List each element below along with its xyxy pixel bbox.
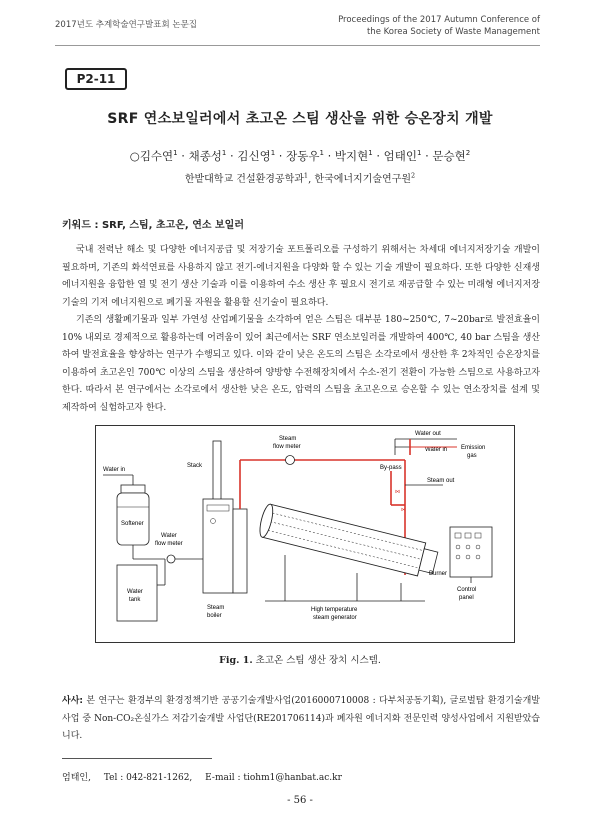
presenter-mark: ○ xyxy=(129,149,140,163)
figure-caption-label: Fig. 1. xyxy=(219,655,253,666)
label-control-panel-1: Control xyxy=(457,587,477,593)
footnote-email: E-mail : tiohm1@hanbat.ac.kr xyxy=(205,773,342,783)
label-generator-2: steam generator xyxy=(313,615,357,621)
label-water-in-left: Water in xyxy=(103,467,126,473)
label-stack: Stack xyxy=(187,463,203,469)
acknowledgement xyxy=(62,693,540,746)
valve-mark-2: ⋈ xyxy=(401,507,406,513)
keywords: 키워드 : SRF, 스팀, 초고온, 연소 보일러 xyxy=(62,220,244,231)
acknowledgement-text: 본 연구는 환경부의 환경정책기반 공공기술개발사업(2016000710008 : 다부처공동기획), 글로벌탑 환경기술개발사업 중 Non-CO₂온실가스 저감기술개발 사업단(RE201706114)과 폐자원 에너지화 전문인력 양성사업에서 지원받았습니다. xyxy=(62,696,540,741)
author: 엄태인 xyxy=(383,149,417,163)
softener-tank xyxy=(117,493,149,545)
label-steam-out: Steam out xyxy=(427,478,455,484)
author-sup: 1 xyxy=(416,149,422,158)
label-burner: Burner xyxy=(429,571,448,577)
label-water-in-right: Water in xyxy=(425,447,448,453)
page-number: - 56 - xyxy=(287,795,313,806)
label-control-panel-2: panel xyxy=(459,595,474,601)
author: 김신영 xyxy=(237,149,271,163)
header-left: 2017년도 추계학술연구발표회 논문집 xyxy=(55,20,197,30)
paragraph-1: 국내 전력난 해소 및 다양한 에너지공급 및 저장기술 포트폴리오를 구성하기 위해서는 차세대 에너지저장기술 개발이 필요하며, 기존의 화석연료를 사용하지 않고 전기-에너지원을 다양화 할 수 있는 기술 개발이 필요하다. 또한 다양한 신재생에너지원을 융합한 열 및 전기 생산 기술과 이를 이용하여 수소 생산 후 필요시 전기로 재공급할 수 있는 미래형 에너지저장 기술의 기저 에너지원으로 폐기물 자원을 활용할 신기술이 필요하다. xyxy=(62,245,540,308)
acknowledgement-label: 사사: xyxy=(62,696,83,706)
label-water-tank-2: tank xyxy=(129,597,141,603)
affiliation xyxy=(0,170,600,185)
footnote xyxy=(62,770,352,783)
label-steam-flow-meter-2: flow meter xyxy=(273,444,301,450)
author-sup: 1 xyxy=(368,149,373,158)
author: 채종성 xyxy=(188,149,222,163)
paragraph-2: 기존의 생활폐기물과 일부 가연성 산업폐기물을 소각하여 얻은 스팀은 대부분 180~250℃, 7~20bar로 발전효율이 10% 내외로 경제적으로 활용하는데 어려움이 있어 최근에서는 SRF 연소보일러를 개발하여 400℃, 40 bar 스팀을 생산하여 발전효율을 향상하는 연구가 수행되고 있다. 이와 같이 낮은 온도의 스팀은 소각로에서 생산한 후 2차적인 승온장치를 이용하여 초고온인 700℃ 이상의 스팀을 생산하여 양방향 수전해장치에서 수소-전기 전환이 가능한 스팀으로 사용하고자 한다. 따라서 본 연구에서는 소각로에서 생산한 낮은 온도, 압력의 스팀을 초고온으로 승온할 수 있는 연소장치를 설계 및 제작하여 실험하고자 한다. xyxy=(62,315,540,413)
steam-boiler-side xyxy=(233,509,247,593)
footnote-name: 엄태인, xyxy=(62,773,91,783)
author-sup: 2 xyxy=(465,149,471,158)
affiliation-2-sup: 2 xyxy=(411,171,416,180)
softener-cap xyxy=(121,485,145,493)
body-text xyxy=(62,242,540,417)
author-sup: 1 xyxy=(221,149,227,158)
label-water-flow-meter-2: flow meter xyxy=(155,541,183,547)
header-right-line2: the Korea Society of Waste Management xyxy=(366,27,540,37)
author-sup: 1 xyxy=(173,149,178,158)
label-emission-gas-2: gas xyxy=(467,453,477,459)
label-softener: Softener xyxy=(121,521,144,527)
label-emission-gas-1: Emission xyxy=(461,445,486,451)
footnote-rule xyxy=(62,758,212,759)
label-steam-boiler-2: boiler xyxy=(207,613,222,619)
author: 문승현 xyxy=(432,149,466,163)
author-sup: 1 xyxy=(319,149,324,158)
author: 김수연 xyxy=(139,149,174,163)
paper-code: P2-11 xyxy=(65,68,127,90)
stack xyxy=(213,441,221,501)
affiliation-1: 한밭대학교 건설환경공학과 xyxy=(184,174,304,185)
paper-title: SRF 연소보일러에서 초고온 스팀 생산을 위한 승온장치 개발 xyxy=(107,111,493,127)
label-water-out: Water out xyxy=(415,431,441,437)
author-list: ○김수연$^1$ · 채종성$^1$ · 김신영$^1$ · 장동우$^1$ · 박지현$^1$ · 엄태인$^1$ · 문승현$^2$ xyxy=(129,149,471,163)
author: 장동우 xyxy=(286,149,320,163)
affiliation-sep: , xyxy=(308,174,315,185)
label-water-tank-1: Water xyxy=(127,589,143,595)
figure-caption xyxy=(0,652,600,666)
affiliation-2: 한국에너지기술연구원 xyxy=(314,174,412,185)
footnote-tel: Tel : 042-821-1262, xyxy=(103,773,193,783)
valve-mark-1: ⋈ xyxy=(395,489,400,495)
steam-boiler xyxy=(203,499,233,593)
water-flow-meter xyxy=(167,555,175,563)
author: 박지현 xyxy=(334,149,369,163)
label-water-flow-meter-1: Water xyxy=(161,533,177,539)
header-rule xyxy=(55,45,540,46)
label-generator-1: High temperature xyxy=(311,607,358,613)
header-right xyxy=(240,14,540,38)
label-bypass: By-pass xyxy=(380,465,402,471)
label-steam-flow-meter-1: Steam xyxy=(279,436,297,442)
system-diagram xyxy=(95,425,515,643)
author-sup: 1 xyxy=(270,149,276,158)
figure-caption-text: 초고온 스팀 생산 장치 시스템. xyxy=(255,655,381,666)
steam-flow-meter xyxy=(286,456,295,465)
label-steam-boiler-1: Steam xyxy=(207,605,225,611)
header-right-line1: Proceedings of the 2017 Autumn Conference of xyxy=(338,15,540,25)
affiliation-1-sup: 1 xyxy=(303,171,309,180)
